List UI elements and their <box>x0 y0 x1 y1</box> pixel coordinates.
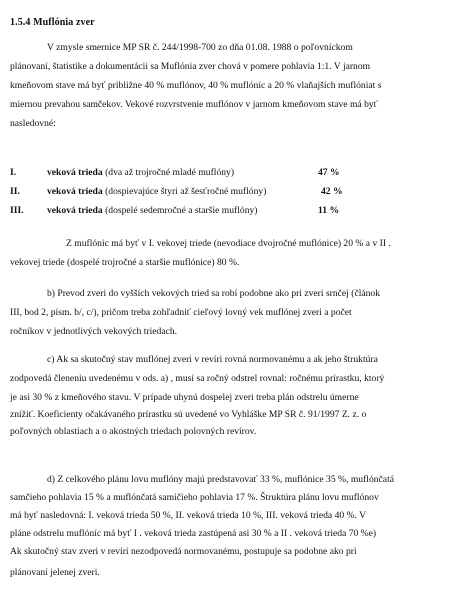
age-class-label <box>47 185 266 199</box>
age-class-percent: 47 % <box>318 167 340 178</box>
text-line: c) Ak sa skutočný stav muflónej zveri v revíri rovná normovanému a ak jeho štruktúra <box>47 354 378 365</box>
age-class-percent: 11 % <box>318 205 340 216</box>
age-class-number: I. <box>10 167 17 178</box>
text-line: nasledovné: <box>10 118 56 129</box>
text-line: ročníkov v jednotlivých vekových triedach. <box>10 326 178 337</box>
age-class-name: veková trieda <box>47 167 103 178</box>
age-class-name: veková trieda <box>47 186 103 197</box>
text-line: vekovej triede (dospelé trojročné a staršie muflónice) 80 %. <box>10 257 240 268</box>
text-line: kmeňovom stave má byť približne 40 % muflónov, 40 % muflóníc a 20 % vlaňajších muflóniat s <box>10 80 382 91</box>
text-line: je asi 30 % z kmeňového stavu. V prípade uhynú dospelej zveri treba plán odstrelu úmerne <box>10 392 359 403</box>
age-class-label <box>47 166 234 180</box>
text-line: zodpovedá členeniu uvedenému v ods. a) , musí sa ročný odstrel rovnal: ročnému prírastku, ktorý <box>10 373 385 384</box>
text-line: pláne odstrelu muflóníc má byť I . veková trieda zastúpená asi 30 % a II . veková trieda 70 %e) <box>10 528 377 539</box>
age-class-percent: 42 % <box>321 186 343 197</box>
text-line: samčieho pohlavia 15 % a muflónčatá samičieho pohlavia 17 %. Štruktúra plánu lovu muflónov <box>10 492 379 503</box>
text-line: miernou prevahou samčekov. Vekové rozvrstvenie muflónov v jarnom kmeňovom stave má byť <box>10 99 378 110</box>
list-item <box>10 185 462 199</box>
text-line: plánovaní jelenej zveri. <box>10 567 100 578</box>
list-item <box>10 204 462 218</box>
section-heading: 1.5.4 Muflónia zver <box>10 17 95 28</box>
age-class-name: veková trieda <box>47 205 103 216</box>
text-line: d) Z celkového plánu lovu muflóny majú predstavovať 33 %, muflónice 35 %, muflónčatá <box>47 474 394 485</box>
text-line: má byť nasledovná: I. veková trieda 50 %, II. veková trieda 10 %, III. veková trieda 40 %. V <box>10 510 367 521</box>
age-class-desc: (dospievajúce štyri až šesťročné muflóny) <box>105 186 267 197</box>
age-class-desc: (dospelé sedemročné a staršie muflóny) <box>105 205 258 216</box>
age-class-number: III. <box>10 205 24 216</box>
age-class-desc: (dva až trojročné mladé muflóny) <box>105 167 235 178</box>
age-class-number: II. <box>10 186 20 197</box>
text-line: znížiť. Koeficienty očakávaného prírastku sú uvedené vo Vyhláške MP SR č. 91/1997 Z. z. o <box>10 409 367 420</box>
text-line: Ak skutočný stav zveri v revíri nezodpovedá normovanému, postupuje sa podobne ako pri <box>10 546 357 557</box>
text-line: plánovaní, štatistike a dokumentácii sa Muflónia zver chová v pomere pohlavia 1:1. V jarnom <box>10 61 371 72</box>
list-item <box>10 166 462 180</box>
text-line: poľovných oblastiach a o akostných triedach polovných revírov. <box>10 426 257 437</box>
text-line: V zmysle smernice MP SR č. 244/1998-700 zo dňa 01.08. 1988 o poľovníckom <box>47 42 353 53</box>
text-line: III, bod 2, písm. b/, c/), pričom treba zohľadniť cieľový lovný vek muflónej zveri a počet <box>10 307 352 318</box>
text-line: Z muflónic má byť v I. vekovej triede (nevodiace dvojročné muflónice) 20 % a v II . <box>66 238 391 249</box>
age-class-label <box>47 204 258 218</box>
text-line: b) Prevod zveri do vyšších vekových tried sa robí podobne ako pri zveri srnčej (článok <box>47 288 381 299</box>
